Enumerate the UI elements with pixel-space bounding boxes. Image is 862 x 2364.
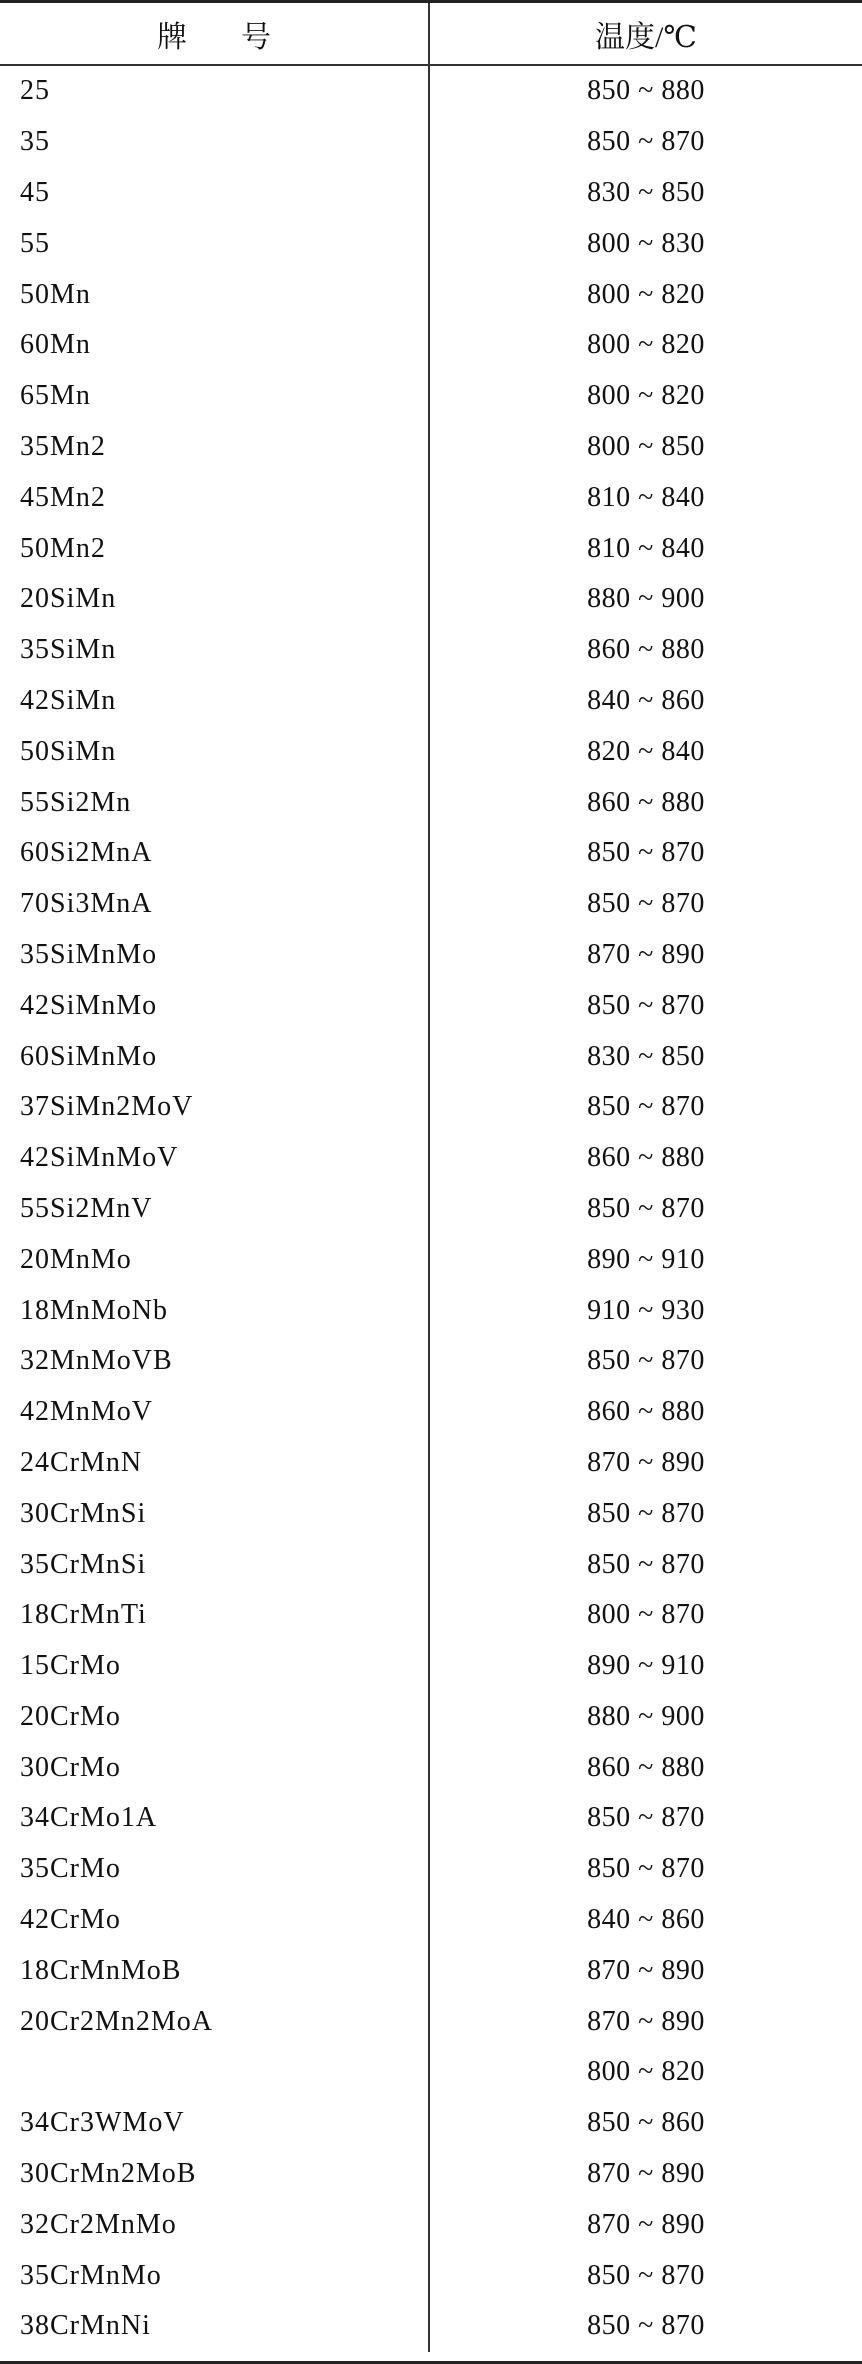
cell-brand: 34Cr3WMoV <box>0 2098 430 2149</box>
cell-brand: 42SiMnMoV <box>0 1133 430 1184</box>
cell-brand: 65Mn <box>0 371 430 422</box>
cell-brand: 34CrMo1A <box>0 1793 430 1844</box>
table-row <box>0 574 862 625</box>
table-row <box>0 1336 862 1387</box>
table-row <box>0 523 862 574</box>
cell-temperature: 860 ~ 880 <box>587 1142 705 1174</box>
cell-temperature: 840 ~ 860 <box>587 1904 705 1936</box>
cell-brand: 55Si2Mn <box>0 777 430 828</box>
cell-temperature: 850 ~ 870 <box>587 1802 705 1834</box>
cell-brand: 70Si3MnA <box>0 879 430 930</box>
cell-brand: 24CrMnN <box>0 1438 430 1489</box>
cell-brand: 20MnMo <box>0 1234 430 1285</box>
cell-temperature: 870 ~ 890 <box>587 1954 705 1986</box>
cell-temperature: 850 ~ 860 <box>587 2107 705 2139</box>
cell-brand: 60SiMnMo <box>0 1031 430 1082</box>
table-row <box>0 726 862 777</box>
table-row <box>0 2301 862 2352</box>
table-body <box>0 66 862 2352</box>
table-row <box>0 2098 862 2149</box>
cell-brand: 35SiMn <box>0 625 430 676</box>
cell-brand: 50SiMn <box>0 726 430 777</box>
cell-brand: 32MnMoVB <box>0 1336 430 1387</box>
table-row <box>0 1488 862 1539</box>
table-row <box>0 777 862 828</box>
cell-brand: 42SiMn <box>0 676 430 727</box>
table-row <box>0 1742 862 1793</box>
cell-temperature: 880 ~ 900 <box>587 583 705 615</box>
table-row <box>0 1387 862 1438</box>
cell-temperature: 850 ~ 870 <box>587 1497 705 1529</box>
cell-brand: 20CrMo <box>0 1692 430 1743</box>
cell-temperature: 810 ~ 840 <box>587 481 705 513</box>
cell-brand: 42SiMnMo <box>0 980 430 1031</box>
table-row <box>0 1945 862 1996</box>
table-row <box>0 828 862 879</box>
cell-brand: 25 <box>0 66 430 117</box>
table-row <box>0 930 862 981</box>
cell-temperature: 800 ~ 830 <box>587 227 705 259</box>
cell-temperature: 890 ~ 910 <box>587 1650 705 1682</box>
cell-brand: 42MnMoV <box>0 1387 430 1438</box>
cell-brand: 38CrMnNi <box>0 2301 430 2352</box>
cell-brand: 18MnMoNb <box>0 1285 430 1336</box>
cell-brand: 42CrMo <box>0 1895 430 1946</box>
cell-brand: 30CrMnSi <box>0 1488 430 1539</box>
table-row <box>0 218 862 269</box>
cell-brand: 35CrMnMo <box>0 2250 430 2301</box>
cell-brand: 15CrMo <box>0 1641 430 1692</box>
cell-brand: 50Mn2 <box>0 523 430 574</box>
cell-temperature: 850 ~ 870 <box>587 888 705 920</box>
cell-temperature: 820 ~ 840 <box>587 735 705 767</box>
cell-brand <box>0 2047 430 2098</box>
table-row <box>0 422 862 473</box>
table-row <box>0 1793 862 1844</box>
table-row <box>0 2250 862 2301</box>
cell-temperature: 850 ~ 870 <box>587 1853 705 1885</box>
table-row <box>0 1692 862 1743</box>
cell-brand: 45Mn2 <box>0 472 430 523</box>
table-row <box>0 269 862 320</box>
table-row <box>0 1133 862 1184</box>
table-row <box>0 1438 862 1489</box>
table-row <box>0 1031 862 1082</box>
cell-temperature: 870 ~ 890 <box>587 1446 705 1478</box>
table-row <box>0 1895 862 1946</box>
cell-temperature: 850 ~ 870 <box>587 837 705 869</box>
table-row <box>0 1590 862 1641</box>
cell-temperature: 870 ~ 890 <box>587 938 705 970</box>
table-row <box>0 676 862 727</box>
header-brand: 牌号 <box>0 3 430 64</box>
cell-temperature: 800 ~ 820 <box>587 380 705 412</box>
cell-brand: 30CrMo <box>0 1742 430 1793</box>
table-row <box>0 625 862 676</box>
cell-temperature: 910 ~ 930 <box>587 1294 705 1326</box>
table-row <box>0 1184 862 1235</box>
table-row <box>0 66 862 117</box>
cell-temperature: 830 ~ 850 <box>587 176 705 208</box>
cell-temperature: 870 ~ 890 <box>587 2208 705 2240</box>
cell-brand: 55 <box>0 218 430 269</box>
cell-temperature: 860 ~ 880 <box>587 786 705 818</box>
table-row <box>0 320 862 371</box>
cell-brand: 35SiMnMo <box>0 930 430 981</box>
cell-brand: 20Cr2Mn2MoA <box>0 1996 430 2047</box>
table-row <box>0 1285 862 1336</box>
cell-temperature: 850 ~ 870 <box>587 2259 705 2291</box>
cell-brand: 45 <box>0 168 430 219</box>
cell-temperature: 800 ~ 870 <box>587 1599 705 1631</box>
cell-brand: 50Mn <box>0 269 430 320</box>
cell-temperature: 890 ~ 910 <box>587 1243 705 1275</box>
cell-temperature: 810 ~ 840 <box>587 532 705 564</box>
table-row <box>0 2149 862 2200</box>
cell-temperature: 850 ~ 870 <box>587 989 705 1021</box>
cell-temperature: 850 ~ 870 <box>587 1192 705 1224</box>
cell-brand: 32Cr2MnMo <box>0 2199 430 2250</box>
table-header-row <box>0 3 862 66</box>
cell-temperature: 800 ~ 820 <box>587 278 705 310</box>
table-row <box>0 1844 862 1895</box>
cell-temperature: 880 ~ 900 <box>587 1700 705 1732</box>
table-row <box>0 1641 862 1692</box>
cell-brand: 18CrMnTi <box>0 1590 430 1641</box>
cell-temperature: 850 ~ 870 <box>587 1345 705 1377</box>
table-row <box>0 1539 862 1590</box>
table-row <box>0 117 862 168</box>
cell-brand: 30CrMn2MoB <box>0 2149 430 2200</box>
table-row <box>0 879 862 930</box>
cell-temperature: 860 ~ 880 <box>587 1396 705 1428</box>
table-row <box>0 980 862 1031</box>
table-row <box>0 2199 862 2250</box>
cell-temperature: 800 ~ 850 <box>587 430 705 462</box>
cell-temperature: 800 ~ 820 <box>587 2056 705 2088</box>
table-row <box>0 1996 862 2047</box>
cell-temperature: 850 ~ 870 <box>587 2310 705 2342</box>
cell-temperature: 840 ~ 860 <box>587 684 705 716</box>
table-row <box>0 371 862 422</box>
cell-brand: 55Si2MnV <box>0 1184 430 1235</box>
cell-brand: 35CrMo <box>0 1844 430 1895</box>
cell-temperature: 850 ~ 870 <box>587 1548 705 1580</box>
header-temperature: 温度/℃ <box>595 20 697 54</box>
cell-brand: 35 <box>0 117 430 168</box>
cell-temperature: 870 ~ 890 <box>587 2005 705 2037</box>
table-row <box>0 472 862 523</box>
cell-temperature: 860 ~ 880 <box>587 1751 705 1783</box>
cell-brand: 18CrMnMoB <box>0 1945 430 1996</box>
cell-temperature: 850 ~ 870 <box>587 1091 705 1123</box>
cell-temperature: 850 ~ 880 <box>587 75 705 107</box>
table-row <box>0 1082 862 1133</box>
cell-brand: 35CrMnSi <box>0 1539 430 1590</box>
cell-brand: 35Mn2 <box>0 422 430 473</box>
cell-temperature: 870 ~ 890 <box>587 2158 705 2190</box>
cell-temperature: 830 ~ 850 <box>587 1040 705 1072</box>
cell-brand: 37SiMn2MoV <box>0 1082 430 1133</box>
table-row <box>0 2047 862 2098</box>
cell-brand: 20SiMn <box>0 574 430 625</box>
cell-brand: 60Si2MnA <box>0 828 430 879</box>
table-row <box>0 168 862 219</box>
cell-brand: 60Mn <box>0 320 430 371</box>
cell-temperature: 850 ~ 870 <box>587 126 705 158</box>
cell-temperature: 800 ~ 820 <box>587 329 705 361</box>
table-row <box>0 1234 862 1285</box>
cell-temperature: 860 ~ 880 <box>587 634 705 666</box>
